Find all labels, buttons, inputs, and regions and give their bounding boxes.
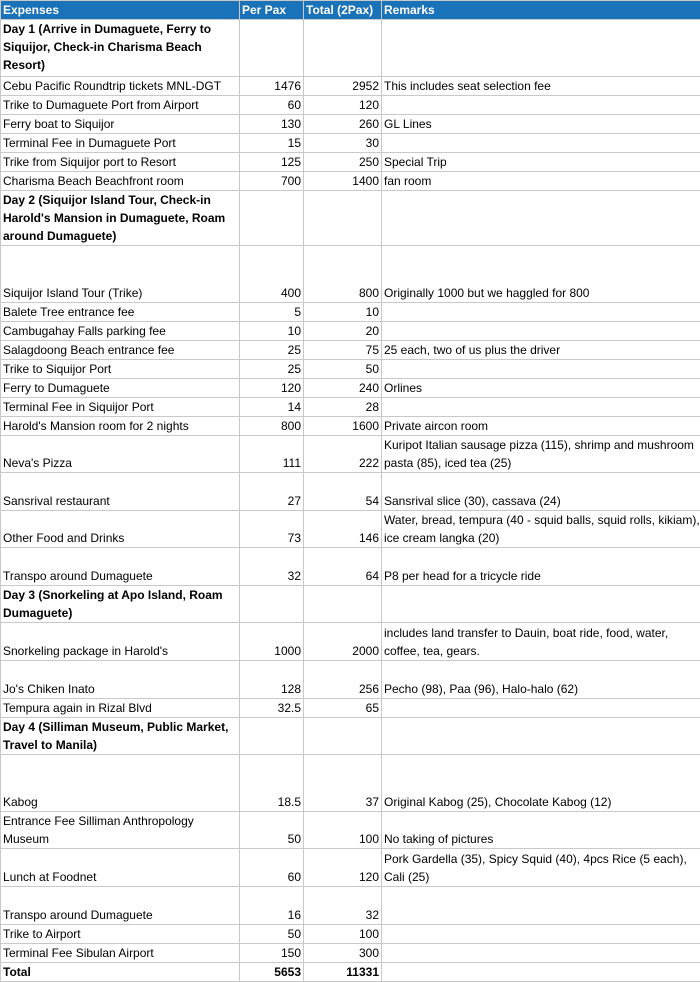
total-cell[interactable]: 1400	[304, 172, 382, 191]
total-cell[interactable]: 256	[304, 661, 382, 699]
per-pax-cell[interactable]: 1476	[240, 77, 304, 96]
total-cell[interactable]: 65	[304, 699, 382, 718]
remarks-cell[interactable]	[382, 134, 700, 153]
table-row	[1, 398, 700, 417]
per-pax-cell[interactable]: 16	[240, 887, 304, 925]
total-header[interactable]: Total (2Pax)	[304, 1, 382, 20]
total-cell[interactable]: 120	[304, 849, 382, 887]
table-row	[1, 96, 700, 115]
per-pax-cell[interactable]: 1000	[240, 623, 304, 661]
expense-cell[interactable]: Total	[1, 963, 240, 982]
remarks-cell[interactable]: GL Lines	[382, 115, 700, 134]
expense-cell[interactable]: Day 3 (Snorkeling at Apo Island, Roam Dumaguete)	[1, 586, 240, 623]
remarks-cell[interactable]: Sansrival slice (30), cassava (24)	[382, 473, 700, 511]
total-cell[interactable]: 75	[304, 341, 382, 360]
table-row	[1, 511, 700, 548]
total-cell[interactable]: 250	[304, 153, 382, 172]
per-pax-cell[interactable]: 10	[240, 322, 304, 341]
total-cell[interactable]: 32	[304, 887, 382, 925]
remarks-cell[interactable]	[382, 322, 700, 341]
remarks-cell[interactable]	[382, 887, 700, 925]
total-cell[interactable]: 800	[304, 246, 382, 303]
remarks-cell[interactable]: No taking of pictures	[382, 812, 700, 849]
day-header-row	[1, 718, 700, 755]
per-pax-cell[interactable]: 27	[240, 473, 304, 511]
day-header-row	[1, 191, 700, 246]
table-row	[1, 755, 700, 812]
remarks-cell[interactable]: Special Trip	[382, 153, 700, 172]
per-pax-cell[interactable]: 25	[240, 360, 304, 379]
remarks-cell[interactable]	[382, 963, 700, 982]
total-cell[interactable]	[304, 718, 382, 755]
remarks-cell[interactable]: P8 per head for a tricycle ride	[382, 548, 700, 586]
expense-cell[interactable]: Balete Tree entrance fee	[1, 303, 240, 322]
total-cell[interactable]: 30	[304, 134, 382, 153]
remarks-cell[interactable]	[382, 925, 700, 944]
total-row	[1, 963, 700, 982]
expense-cell[interactable]: Trike from Siquijor port to Resort	[1, 153, 240, 172]
remarks-cell[interactable]: Orlines	[382, 379, 700, 398]
per-pax-cell[interactable]	[240, 191, 304, 246]
remarks-cell[interactable]: This includes seat selection fee	[382, 77, 700, 96]
per-pax-cell[interactable]: 15	[240, 134, 304, 153]
per-pax-cell[interactable]: 73	[240, 511, 304, 548]
total-cell[interactable]: 37	[304, 755, 382, 812]
expense-cell[interactable]: Kabog	[1, 755, 240, 812]
per-pax-cell[interactable]: 400	[240, 246, 304, 303]
remarks-cell[interactable]	[382, 96, 700, 115]
expense-cell[interactable]: Transpo around Dumaguete	[1, 548, 240, 586]
expense-cell[interactable]: Siquijor Island Tour (Trike)	[1, 246, 240, 303]
remarks-cell[interactable]	[382, 360, 700, 379]
remarks-cell[interactable]: Pork Gardella (35), Spicy Squid (40), 4pcs Rice (5 each), Cali (25)	[382, 849, 700, 887]
table-row	[1, 944, 700, 963]
table-row	[1, 379, 700, 398]
header-row	[1, 1, 700, 20]
expense-cell[interactable]: Lunch at Foodnet	[1, 849, 240, 887]
table-row	[1, 812, 700, 849]
table-row	[1, 417, 700, 436]
table-row	[1, 548, 700, 586]
per-pax-cell[interactable]: 50	[240, 925, 304, 944]
remarks-cell[interactable]	[382, 699, 700, 718]
expenses-header[interactable]: Expenses	[1, 1, 240, 20]
per-pax-cell[interactable]: 18.5	[240, 755, 304, 812]
total-cell[interactable]: 10	[304, 303, 382, 322]
expense-cell[interactable]: Tempura again in Rizal Blvd	[1, 699, 240, 718]
table-row	[1, 134, 700, 153]
remarks-cell[interactable]	[382, 586, 700, 623]
expense-cell[interactable]: Terminal Fee Sibulan Airport	[1, 944, 240, 963]
expense-cell[interactable]: Cebu Pacific Roundtrip tickets MNL-DGT	[1, 77, 240, 96]
table-row	[1, 661, 700, 699]
remarks-cell[interactable]: Pecho (98), Paa (96), Halo-halo (62)	[382, 661, 700, 699]
total-cell[interactable]: 2000	[304, 623, 382, 661]
remarks-cell[interactable]: fan room	[382, 172, 700, 191]
table-row	[1, 925, 700, 944]
expense-cell[interactable]: Ferry boat to Siquijor	[1, 115, 240, 134]
table-row	[1, 115, 700, 134]
total-cell[interactable]: 20	[304, 322, 382, 341]
expense-cell[interactable]: Snorkeling package in Harold's	[1, 623, 240, 661]
expense-cell[interactable]: Trike to Siquijor Port	[1, 360, 240, 379]
total-cell[interactable]: 120	[304, 96, 382, 115]
total-cell[interactable]: 240	[304, 379, 382, 398]
table-row	[1, 303, 700, 322]
remarks-cell[interactable]: Private aircon room	[382, 417, 700, 436]
per-pax-cell[interactable]: 700	[240, 172, 304, 191]
remarks-cell[interactable]: Water, bread, tempura (40 - squid balls, squid rolls, kikiam), ice cream langka (20)	[382, 511, 700, 548]
per-pax-cell[interactable]: 800	[240, 417, 304, 436]
per-pax-cell[interactable]: 25	[240, 341, 304, 360]
remarks-header[interactable]: Remarks	[382, 1, 700, 20]
total-cell[interactable]	[304, 586, 382, 623]
expense-cell[interactable]: Neva's Pizza	[1, 436, 240, 473]
remarks-cell[interactable]	[382, 20, 700, 77]
total-cell[interactable]: 2952	[304, 77, 382, 96]
total-cell[interactable]: 28	[304, 398, 382, 417]
per-pax-cell[interactable]: 120	[240, 379, 304, 398]
expense-cell[interactable]: Trike to Dumaguete Port from Airport	[1, 96, 240, 115]
table-row	[1, 623, 700, 661]
remarks-cell[interactable]	[382, 303, 700, 322]
total-cell[interactable]	[304, 191, 382, 246]
remarks-cell[interactable]: includes land transfer to Dauin, boat ride, food, water, coffee, tea, gears.	[382, 623, 700, 661]
expense-cell[interactable]: Entrance Fee Silliman Anthropology Museum	[1, 812, 240, 849]
per-pax-cell[interactable]: 60	[240, 96, 304, 115]
total-cell[interactable]: 11331	[304, 963, 382, 982]
expense-cell[interactable]: Cambugahay Falls parking fee	[1, 322, 240, 341]
per-pax-cell[interactable]: 60	[240, 849, 304, 887]
table-row	[1, 341, 700, 360]
table-row	[1, 153, 700, 172]
expense-cell[interactable]: Other Food and Drinks	[1, 511, 240, 548]
total-cell[interactable]: 260	[304, 115, 382, 134]
day-header-row	[1, 586, 700, 623]
total-cell[interactable]: 300	[304, 944, 382, 963]
expense-cell[interactable]: Day 2 (Siquijor Island Tour, Check-in Harold's Mansion in Dumaguete, Roam around Dumaguete)	[1, 191, 240, 246]
per-pax-cell[interactable]: 128	[240, 661, 304, 699]
expense-cell[interactable]: Harold's Mansion room for 2 nights	[1, 417, 240, 436]
table-row	[1, 172, 700, 191]
expense-cell[interactable]: Terminal Fee in Dumaguete Port	[1, 134, 240, 153]
total-cell[interactable]: 222	[304, 436, 382, 473]
expense-cell[interactable]: Salagdoong Beach entrance fee	[1, 341, 240, 360]
remarks-cell[interactable]	[382, 718, 700, 755]
per-pax-cell[interactable]: 50	[240, 812, 304, 849]
table-row	[1, 246, 700, 303]
remarks-cell[interactable]	[382, 398, 700, 417]
expense-cell[interactable]: Sansrival restaurant	[1, 473, 240, 511]
per-pax-cell[interactable]: 32	[240, 548, 304, 586]
per-pax-cell[interactable]	[240, 586, 304, 623]
table-row	[1, 887, 700, 925]
per-pax-cell[interactable]: 14	[240, 398, 304, 417]
expense-cell[interactable]: Day 4 (Silliman Museum, Public Market, Travel to Manila)	[1, 718, 240, 755]
per-pax-cell[interactable]: 125	[240, 153, 304, 172]
day-header-row	[1, 20, 700, 77]
per-pax-cell[interactable]: 32.5	[240, 699, 304, 718]
total-cell[interactable]	[304, 20, 382, 77]
per-pax-cell[interactable]: 111	[240, 436, 304, 473]
remarks-cell[interactable]: Kuripot Italian sausage pizza (115), shrimp and mushroom pasta (85), iced tea (25)	[382, 436, 700, 473]
expense-cell[interactable]: Ferry to Dumaguete	[1, 379, 240, 398]
expense-cell[interactable]: Day 1 (Arrive in Dumaguete, Ferry to Siquijor, Check-in Charisma Beach Resort)	[1, 20, 240, 77]
table-row	[1, 77, 700, 96]
table-row	[1, 849, 700, 887]
per-pax-cell[interactable]	[240, 20, 304, 77]
per-pax-cell[interactable]: 130	[240, 115, 304, 134]
table-row	[1, 699, 700, 718]
per-pax-header[interactable]: Per Pax	[240, 1, 304, 20]
per-pax-cell[interactable]: 5	[240, 303, 304, 322]
remarks-cell[interactable]	[382, 944, 700, 963]
per-pax-cell[interactable]: 5653	[240, 963, 304, 982]
total-cell[interactable]: 100	[304, 812, 382, 849]
remarks-cell[interactable]: Originally 1000 but we haggled for 800	[382, 246, 700, 303]
table-row	[1, 436, 700, 473]
total-cell[interactable]: 54	[304, 473, 382, 511]
per-pax-cell[interactable]	[240, 718, 304, 755]
total-cell[interactable]: 146	[304, 511, 382, 548]
total-cell[interactable]: 50	[304, 360, 382, 379]
expense-cell[interactable]: Trike to Airport	[1, 925, 240, 944]
remarks-cell[interactable]: 25 each, two of us plus the driver	[382, 341, 700, 360]
expense-cell[interactable]: Jo's Chiken Inato	[1, 661, 240, 699]
remarks-cell[interactable]	[382, 191, 700, 246]
total-cell[interactable]: 100	[304, 925, 382, 944]
expense-cell[interactable]: Charisma Beach Beachfront room	[1, 172, 240, 191]
expense-cell[interactable]: Transpo around Dumaguete	[1, 887, 240, 925]
per-pax-cell[interactable]: 150	[240, 944, 304, 963]
total-cell[interactable]: 64	[304, 548, 382, 586]
expense-cell[interactable]: Terminal Fee in Siquijor Port	[1, 398, 240, 417]
remarks-cell[interactable]: Original Kabog (25), Chocolate Kabog (12)	[382, 755, 700, 812]
total-cell[interactable]: 1600	[304, 417, 382, 436]
table-row	[1, 360, 700, 379]
table-row	[1, 322, 700, 341]
table-row	[1, 473, 700, 511]
